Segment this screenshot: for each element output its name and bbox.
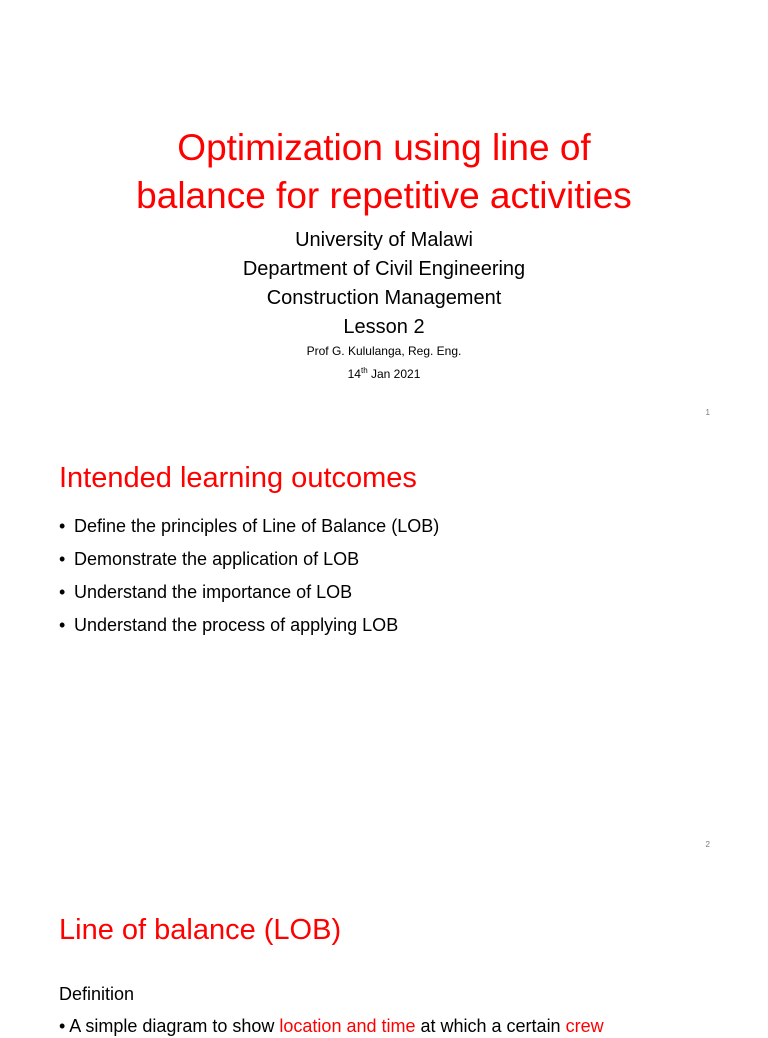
list-item-text: Understand the importance of LOB <box>74 582 353 602</box>
slide-3-title: Line of balance (LOB) <box>59 914 342 946</box>
list-item-text: Understand the process of applying LOB <box>74 615 399 635</box>
definition-label: Definition <box>59 984 135 1004</box>
date-day: 14 <box>347 367 361 381</box>
slide-3 <box>0 864 768 1036</box>
date-ordinal: th <box>360 366 368 375</box>
title-line-1: Optimization using line of <box>177 127 591 168</box>
slide-1-subtitle <box>0 226 768 342</box>
slide-2-title: Intended learning outcomes <box>59 462 417 494</box>
list-item-text: Demonstrate the application of LOB <box>74 549 360 569</box>
highlighted-term: crew <box>565 1016 604 1036</box>
learning-outcomes-list <box>59 514 479 646</box>
slide-1-title <box>0 124 768 220</box>
list-item <box>59 547 479 571</box>
bullet-icon: • <box>59 516 66 536</box>
list-item <box>59 580 479 604</box>
slide-1-author-block <box>0 341 768 384</box>
page-number: 2 <box>705 840 710 849</box>
title-line-2: balance for repetitive activities <box>136 175 632 216</box>
lecture-date <box>0 361 768 384</box>
author-name: Prof G. Kululanga, Reg. Eng. <box>306 344 462 358</box>
list-item <box>59 613 479 637</box>
slide-2 <box>0 432 768 864</box>
highlighted-term: location and time <box>279 1016 416 1036</box>
date-month-year: Jan 2021 <box>367 367 421 381</box>
lesson-number: Lesson 2 <box>343 316 425 338</box>
course-name: Construction Management <box>266 287 502 309</box>
slide-1 <box>0 0 768 432</box>
bullet-icon: • <box>59 582 66 602</box>
definition-text-part: • A simple diagram to show <box>59 1016 280 1036</box>
page-number: 1 <box>705 408 710 417</box>
definition-text <box>59 1014 604 1038</box>
list-item <box>59 514 479 538</box>
university-name: University of Malawi <box>295 229 473 251</box>
bullet-icon: • <box>59 549 66 569</box>
department-name: Department of Civil Engineering <box>242 258 526 280</box>
definition-text-part: at which a certain <box>415 1016 566 1036</box>
list-item-text: Define the principles of Line of Balance (LOB) <box>74 516 440 536</box>
bullet-icon: • <box>59 615 66 635</box>
